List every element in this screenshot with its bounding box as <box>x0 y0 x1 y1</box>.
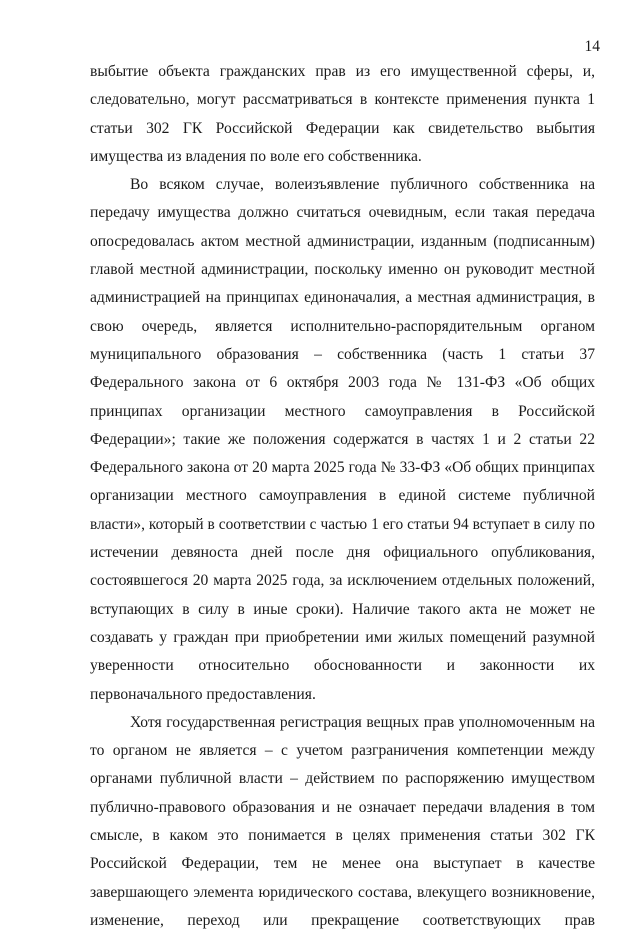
text-line: органами публичной власти – действием по распоряжению имуществом <box>90 770 595 788</box>
text-line: состоявшегося 20 марта 2025 года, за исключением отдельных положений, <box>90 572 595 590</box>
document-body <box>90 58 595 935</box>
text-line: организации местного самоуправления в единой системе публичной <box>90 487 595 505</box>
text-line: вступающих в силу в иные сроки). Наличие такого акта не может не <box>90 600 595 618</box>
text-line: смысле, в каком это понимается в целях применения статьи 302 ГК <box>90 827 595 845</box>
text-line: создавать у граждан при приобретении ими жилых помещений разумной <box>90 628 595 646</box>
text-line: истечении девяноста дней после дня официального опубликования, <box>90 544 595 562</box>
text-line: Федерального закона от 6 октября 2003 года № 131-ФЗ «Об общих <box>90 374 595 392</box>
text-line: опосредовалась актом местной администрации, изданным (подписанным) <box>90 232 595 250</box>
text-line: власти», который в соответствии с частью 1 его статьи 94 вступает в силу по <box>90 515 595 533</box>
text-line: Во всяком случае, волеизъявление публичного собственника на <box>130 176 595 194</box>
text-line: муниципального образования – собственника (часть 1 статьи 37 <box>90 345 595 363</box>
text-line: свою очередь, является исполнительно-распорядительным органом <box>90 317 595 335</box>
paragraph <box>90 58 595 171</box>
text-line: главой местной администрации, поскольку именно он руководит местной <box>90 261 595 279</box>
page-number: 14 <box>584 38 600 55</box>
text-line: уверенности относительно обоснованности и законности их <box>90 657 595 675</box>
text-line: публично-правового образования и не означает передачи владения в том <box>90 798 595 816</box>
text-line: администрацией на принципах единоначалия, а местная администрация, в <box>90 289 595 307</box>
text-line: принципах организации местного самоуправления в Российской <box>90 402 595 420</box>
text-line: изменение, переход или прекращение соответствующих прав <box>90 911 595 929</box>
text-line: то органом не является – с учетом разграничения компетенции между <box>90 742 595 760</box>
text-line: завершающего элемента юридического состава, влекущего возникновение, <box>90 883 595 901</box>
text-line: Федерации»; такие же положения содержатся в частях 1 и 2 статьи 22 <box>90 430 595 448</box>
text-line: Федерального закона от 20 марта 2025 года № 33-ФЗ «Об общих принципах <box>90 459 595 477</box>
text-line: следовательно, могут рассматриваться в контексте применения пункта 1 <box>90 91 595 109</box>
text-line: выбытие объекта гражданских прав из его имущественной сферы, и, <box>90 63 595 80</box>
text-line: статьи 302 ГК Российской Федерации как свидетельство выбытия <box>90 119 595 137</box>
text-line: первоначального предоставления. <box>90 685 316 703</box>
paragraph <box>90 709 595 935</box>
text-line: имущества из владения по воле его собственника. <box>90 147 422 165</box>
paragraph <box>90 171 595 709</box>
text-line: Хотя государственная регистрация вещных прав уполномоченным на <box>130 713 595 731</box>
text-line: передачу имущества должно считаться очевидным, если такая передача <box>90 204 595 222</box>
text-line: Российской Федерации, тем не менее она выступает в качестве <box>90 855 595 873</box>
